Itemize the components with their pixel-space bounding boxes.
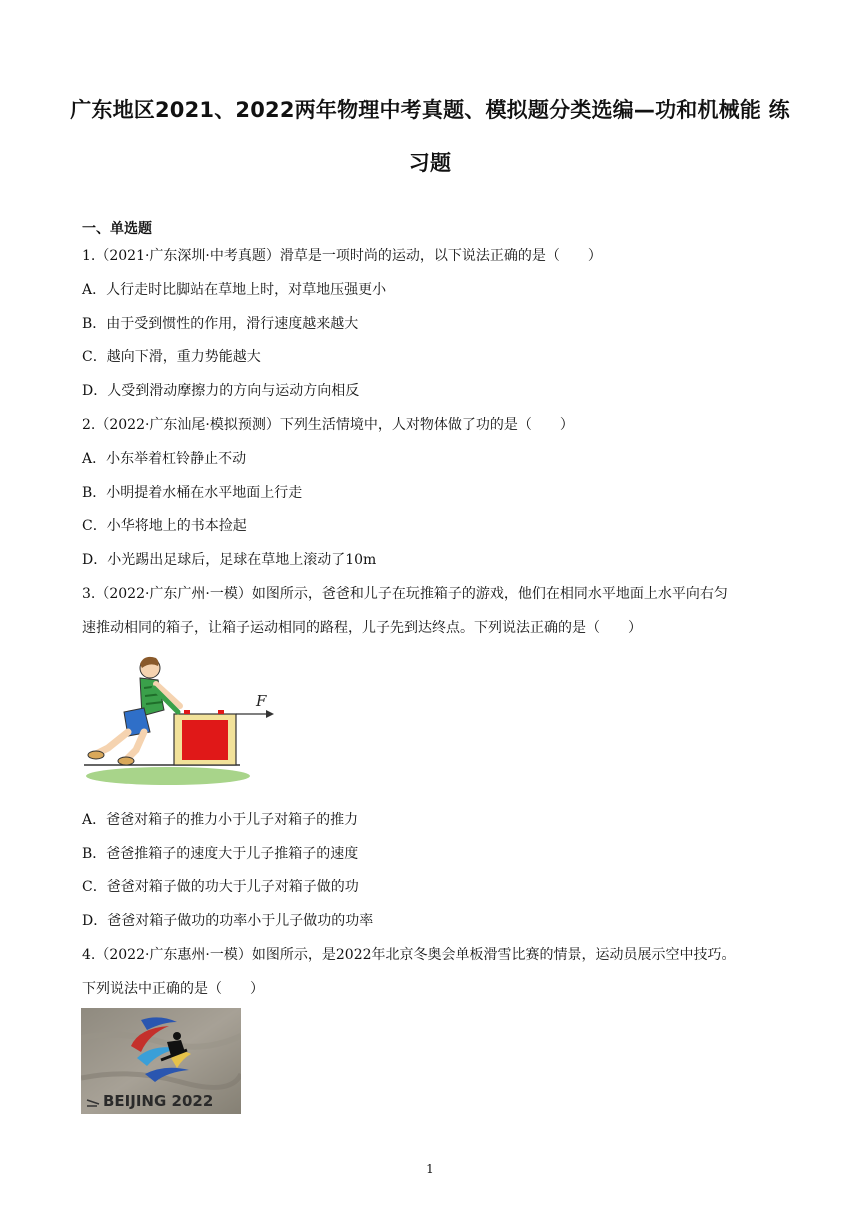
question-3-stem-line-1: 3.（2022·广东广州·一模）如图所示，爸爸和儿子在玩推箱子的游戏，他们在相同水平地面上水平向右匀 (82, 586, 728, 602)
force-label: F (256, 692, 267, 710)
question-3-option-d: D．爸爸对箱子做功的功率小于儿子做功的功率 (82, 913, 374, 929)
section-heading: 一、单选题 (82, 221, 152, 237)
question-1-option-c: C．越向下滑，重力势能越大 (82, 349, 261, 365)
question-2-option-b: B．小明提着水桶在水平地面上行走 (82, 485, 303, 501)
title-line-2: 习题 (408, 151, 452, 175)
question-1-option-a: A．人行走时比脚站在草地上时，对草地压强更小 (82, 282, 387, 298)
question-4-stem-line-2: 下列说法中正确的是（ ） (82, 981, 264, 997)
pushing-box-figure (84, 654, 274, 792)
question-3-stem-line-2: 速推动相同的箱子，让箱子运动相同的路程，儿子先到达终点。下列说法正确的是（ ） (82, 620, 642, 636)
title-line-1: 广东地区2021、2022两年物理中考真题、模拟题分类选编—功和机械能 练 (70, 98, 790, 122)
question-3-option-b: B．爸爸推箱子的速度大于儿子推箱子的速度 (82, 846, 359, 862)
question-2-option-a: A．小东举着杠铃静止不动 (82, 451, 247, 467)
page-number: 1 (426, 1162, 434, 1176)
question-1-option-b: B．由于受到惯性的作用，滑行速度越来越大 (82, 316, 359, 332)
document-title (60, 84, 800, 190)
question-2-option-d: D．小光踢出足球后，足球在草地上滚动了10m (82, 552, 377, 568)
snowboard-photo (81, 1008, 241, 1114)
question-1-stem: 1.（2021·广东深圳·中考真题）滑草是一项时尚的运动，以下说法正确的是（ ） (82, 248, 602, 264)
photo-caption: BEIJING 2022 (103, 1092, 214, 1110)
question-3-option-c: C．爸爸对箱子做的功大于儿子对箱子做的功 (82, 879, 359, 895)
question-4-stem-line-1: 4.（2022·广东惠州·一模）如图所示，是2022年北京冬奥会单板滑雪比赛的情景，运动员展示空中技巧。 (82, 947, 736, 963)
question-2-option-c: C．小华将地上的书本捡起 (82, 518, 247, 534)
question-1-option-d: D．人受到滑动摩擦力的方向与运动方向相反 (82, 383, 360, 399)
question-3-option-a: A．爸爸对箱子的推力小于儿子对箱子的推力 (82, 812, 359, 828)
question-2-stem: 2.（2022·广东汕尾·模拟预测）下列生活情境中，人对物体做了功的是（ ） (82, 417, 574, 433)
